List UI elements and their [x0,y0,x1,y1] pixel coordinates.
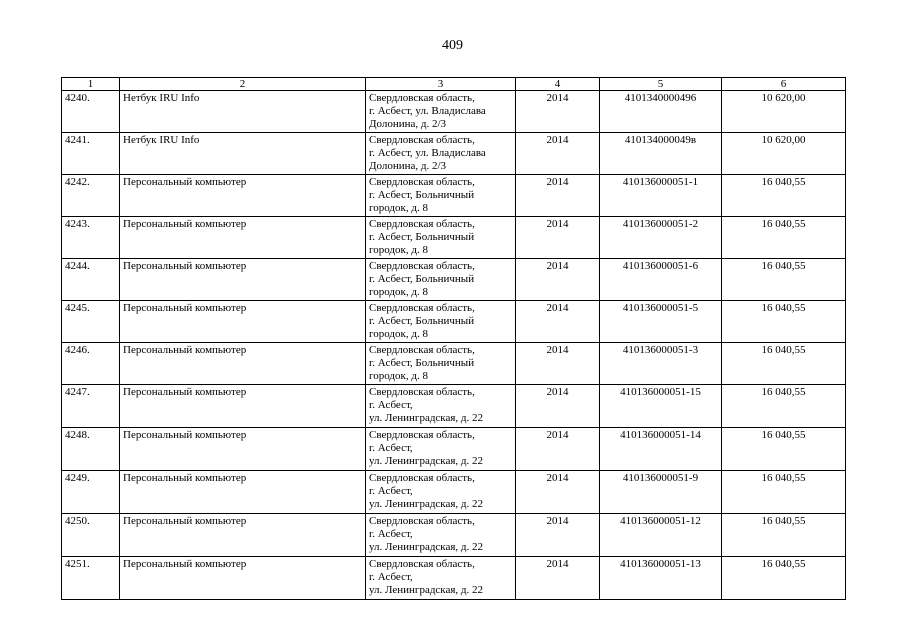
inventory-number: 410136000051-6 [600,259,722,301]
column-header-4: 4 [516,78,600,91]
item-address [366,133,516,175]
item-cost: 10 620,00 [722,91,846,133]
address-line-1: Свердловская область, [369,344,475,356]
table-row [62,301,846,343]
address-line-1: Свердловская область, [369,429,475,441]
item-name: Персональный компьютер [120,514,366,557]
address-line-3: городок, д. 8 [369,370,428,382]
item-address [366,428,516,471]
table-row [62,471,846,514]
row-number: 4244. [62,259,120,301]
inventory-number: 410136000051-1 [600,175,722,217]
inventory-number: 4101340000496 [600,91,722,133]
address-line-2: г. Асбест, [369,485,413,497]
address-line-2: г. Асбест, ул. Владислава [369,147,486,159]
item-cost: 16 040,55 [722,428,846,471]
item-name: Персональный компьютер [120,343,366,385]
item-cost: 16 040,55 [722,557,846,600]
column-header-6: 6 [722,78,846,91]
inventory-number: 410136000051-2 [600,217,722,259]
address-line-2: г. Асбест, [369,442,413,454]
table-row [62,514,846,557]
address-line-1: Свердловская область, [369,218,475,230]
item-cost: 16 040,55 [722,175,846,217]
item-year: 2014 [516,217,600,259]
address-line-2: г. Асбест, Больничный [369,189,475,201]
item-cost: 16 040,55 [722,301,846,343]
table-row [62,91,846,133]
item-year: 2014 [516,91,600,133]
address-line-1: Свердловская область, [369,386,475,398]
address-line-3: ул. Ленинградская, д. 22 [369,498,484,510]
item-year: 2014 [516,301,600,343]
address-line-3: городок, д. 8 [369,286,428,298]
item-address [366,91,516,133]
address-line-1: Свердловская область, [369,92,475,104]
address-line-2: г. Асбест, Больничный [369,357,475,369]
item-year: 2014 [516,428,600,471]
item-cost: 16 040,55 [722,471,846,514]
item-year: 2014 [516,259,600,301]
address-line-3: городок, д. 8 [369,244,428,256]
row-number: 4249. [62,471,120,514]
item-address [366,514,516,557]
address-line-1: Свердловская область, [369,260,475,272]
address-line-3: ул. Ленинградская, д. 22 [369,455,484,467]
column-header-1: 1 [62,78,120,91]
page-number: 409 [442,38,463,53]
item-cost: 10 620,00 [722,133,846,175]
item-address [366,217,516,259]
row-number: 4243. [62,217,120,259]
row-number: 4250. [62,514,120,557]
address-line-1: Свердловская область, [369,176,475,188]
item-cost: 16 040,55 [722,259,846,301]
item-cost: 16 040,55 [722,514,846,557]
address-line-2: г. Асбест, [369,399,413,411]
row-number: 4251. [62,557,120,600]
item-address [366,259,516,301]
address-line-1: Свердловская область, [369,302,475,314]
address-line-2: г. Асбест, Больничный [369,273,475,285]
row-number: 4241. [62,133,120,175]
row-number: 4242. [62,175,120,217]
table-row [62,217,846,259]
table-row [62,428,846,471]
address-line-3: ул. Ленинградская, д. 22 [369,412,484,424]
address-line-1: Свердловская область, [369,515,475,527]
table-row [62,133,846,175]
address-line-2: г. Асбест, [369,528,413,540]
address-line-2: г. Асбест, [369,571,413,583]
item-name: Персональный компьютер [120,175,366,217]
address-line-3: ул. Ленинградская, д. 22 [369,541,484,553]
table-body [62,91,846,600]
item-name: Персональный компьютер [120,471,366,514]
table-row [62,385,846,428]
table-row [62,343,846,385]
row-number: 4247. [62,385,120,428]
address-line-1: Свердловская область, [369,134,475,146]
item-year: 2014 [516,385,600,428]
item-name: Нетбук IRU Info [120,133,366,175]
inventory-number: 410136000051-15 [600,385,722,428]
item-year: 2014 [516,343,600,385]
header-row [62,78,846,91]
item-cost: 16 040,55 [722,385,846,428]
item-cost: 16 040,55 [722,343,846,385]
table-row [62,259,846,301]
address-line-2: г. Асбест, Больничный [369,315,475,327]
item-name: Персональный компьютер [120,217,366,259]
item-address [366,385,516,428]
inventory-number: 410136000051-14 [600,428,722,471]
address-line-1: Свердловская область, [369,472,475,484]
item-address [366,343,516,385]
item-year: 2014 [516,471,600,514]
row-number: 4248. [62,428,120,471]
property-registry-table [61,77,846,600]
item-address [366,557,516,600]
item-year: 2014 [516,514,600,557]
column-header-2: 2 [120,78,366,91]
item-address [366,471,516,514]
item-name: Персональный компьютер [120,557,366,600]
item-year: 2014 [516,175,600,217]
table-header [62,78,846,91]
item-name: Персональный компьютер [120,385,366,428]
address-line-2: г. Асбест, ул. Владислава [369,105,486,117]
item-name: Персональный компьютер [120,259,366,301]
table-row [62,175,846,217]
address-line-3: Долонина, д. 2/3 [369,118,447,130]
row-number: 4245. [62,301,120,343]
inventory-number: 410134000049в [600,133,722,175]
item-address [366,175,516,217]
address-line-2: г. Асбест, Больничный [369,231,475,243]
address-line-1: Свердловская область, [369,558,475,570]
inventory-number: 410136000051-13 [600,557,722,600]
item-year: 2014 [516,133,600,175]
item-address [366,301,516,343]
item-name: Персональный компьютер [120,301,366,343]
address-line-3: городок, д. 8 [369,328,428,340]
item-name: Нетбук IRU Info [120,91,366,133]
item-cost: 16 040,55 [722,217,846,259]
item-year: 2014 [516,557,600,600]
address-line-3: Долонина, д. 2/3 [369,160,447,172]
inventory-number: 410136000051-3 [600,343,722,385]
item-name: Персональный компьютер [120,428,366,471]
inventory-number: 410136000051-5 [600,301,722,343]
table-row [62,557,846,600]
inventory-number: 410136000051-9 [600,471,722,514]
column-header-5: 5 [600,78,722,91]
address-line-3: городок, д. 8 [369,202,428,214]
address-line-3: ул. Ленинградская, д. 22 [369,584,484,596]
row-number: 4240. [62,91,120,133]
row-number: 4246. [62,343,120,385]
column-header-3: 3 [366,78,516,91]
inventory-number: 410136000051-12 [600,514,722,557]
